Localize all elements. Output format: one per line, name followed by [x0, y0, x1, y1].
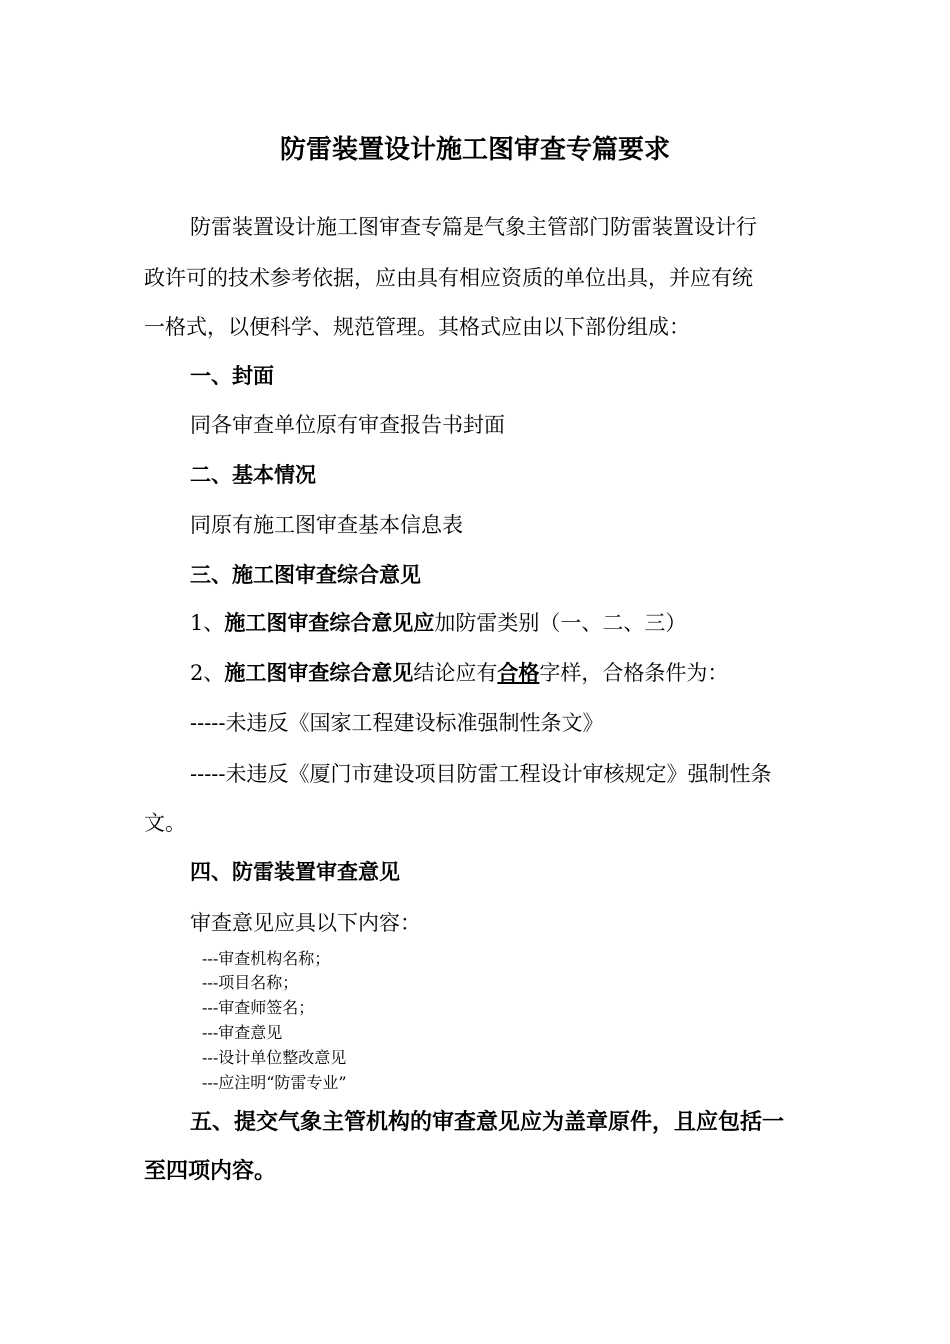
item-1-text: 加防雷类别（一、二、三） — [434, 611, 687, 635]
item-1-bold-text: 施工图审查综合意见应 — [224, 611, 435, 635]
intro-line-1: 防雷装置设计施工图审查专篇是气象主管部门防雷装置设计行 — [190, 215, 757, 239]
intro-line-3: 一格式，以便科学、规范管理。其格式应由以下部份组成： — [144, 315, 690, 339]
section-4-intro: 审查意见应具以下内容： — [190, 911, 421, 935]
section-4-item: ---设计单位整改意见 — [202, 1048, 347, 1067]
condition-1: -----未违反《国家工程建设标准强制性条文》 — [190, 711, 604, 735]
section-1-heading: 一、封面 — [190, 364, 274, 388]
section-5-line-1: 五、提交气象主管机构的审查意见应为盖章原件，且应包括一 — [190, 1110, 785, 1135]
condition-2-line-2: 文。 — [144, 811, 186, 835]
section-2-heading: 二、基本情况 — [190, 463, 316, 487]
section-3-item-2 — [190, 658, 728, 688]
item-2-number: 2、 — [190, 661, 225, 685]
item-1-number: 1、 — [190, 611, 225, 635]
section-3-heading: 三、施工图审查综合意见 — [190, 563, 421, 587]
section-4-item: ---审查机构名称； — [202, 949, 331, 968]
section-5-line-2: 至四项内容。 — [144, 1159, 277, 1184]
section-4-item: ---应注明“防雷专业” — [202, 1073, 347, 1092]
page-title: 防雷装置设计施工图审查专篇要求 — [279, 135, 670, 165]
section-1-text: 同各审查单位原有审查报告书封面 — [190, 413, 505, 437]
item-2-underlined-text: 合格 — [497, 661, 540, 685]
item-2-text: 字样，合格条件为： — [539, 661, 729, 685]
item-2-mid-text: 结论应有 — [413, 661, 498, 685]
item-2-bold-text: 施工图审查综合意见 — [224, 661, 414, 685]
condition-2-line-1: -----未违反《厦门市建设项目防雷工程设计审核规定》强制性条 — [190, 762, 772, 786]
section-4-heading: 四、防雷装置审查意见 — [190, 860, 400, 884]
intro-line-2: 政许可的技术参考依据，应由具有相应资质的单位出具，并应有统 — [144, 266, 753, 290]
section-4-item: ---审查师签名； — [202, 998, 315, 1017]
section-4-item: ---项目名称； — [202, 973, 299, 992]
section-2-text: 同原有施工图审查基本信息表 — [190, 513, 463, 537]
section-4-item: ---审查意见 — [202, 1023, 283, 1042]
section-3-item-1 — [190, 608, 686, 638]
